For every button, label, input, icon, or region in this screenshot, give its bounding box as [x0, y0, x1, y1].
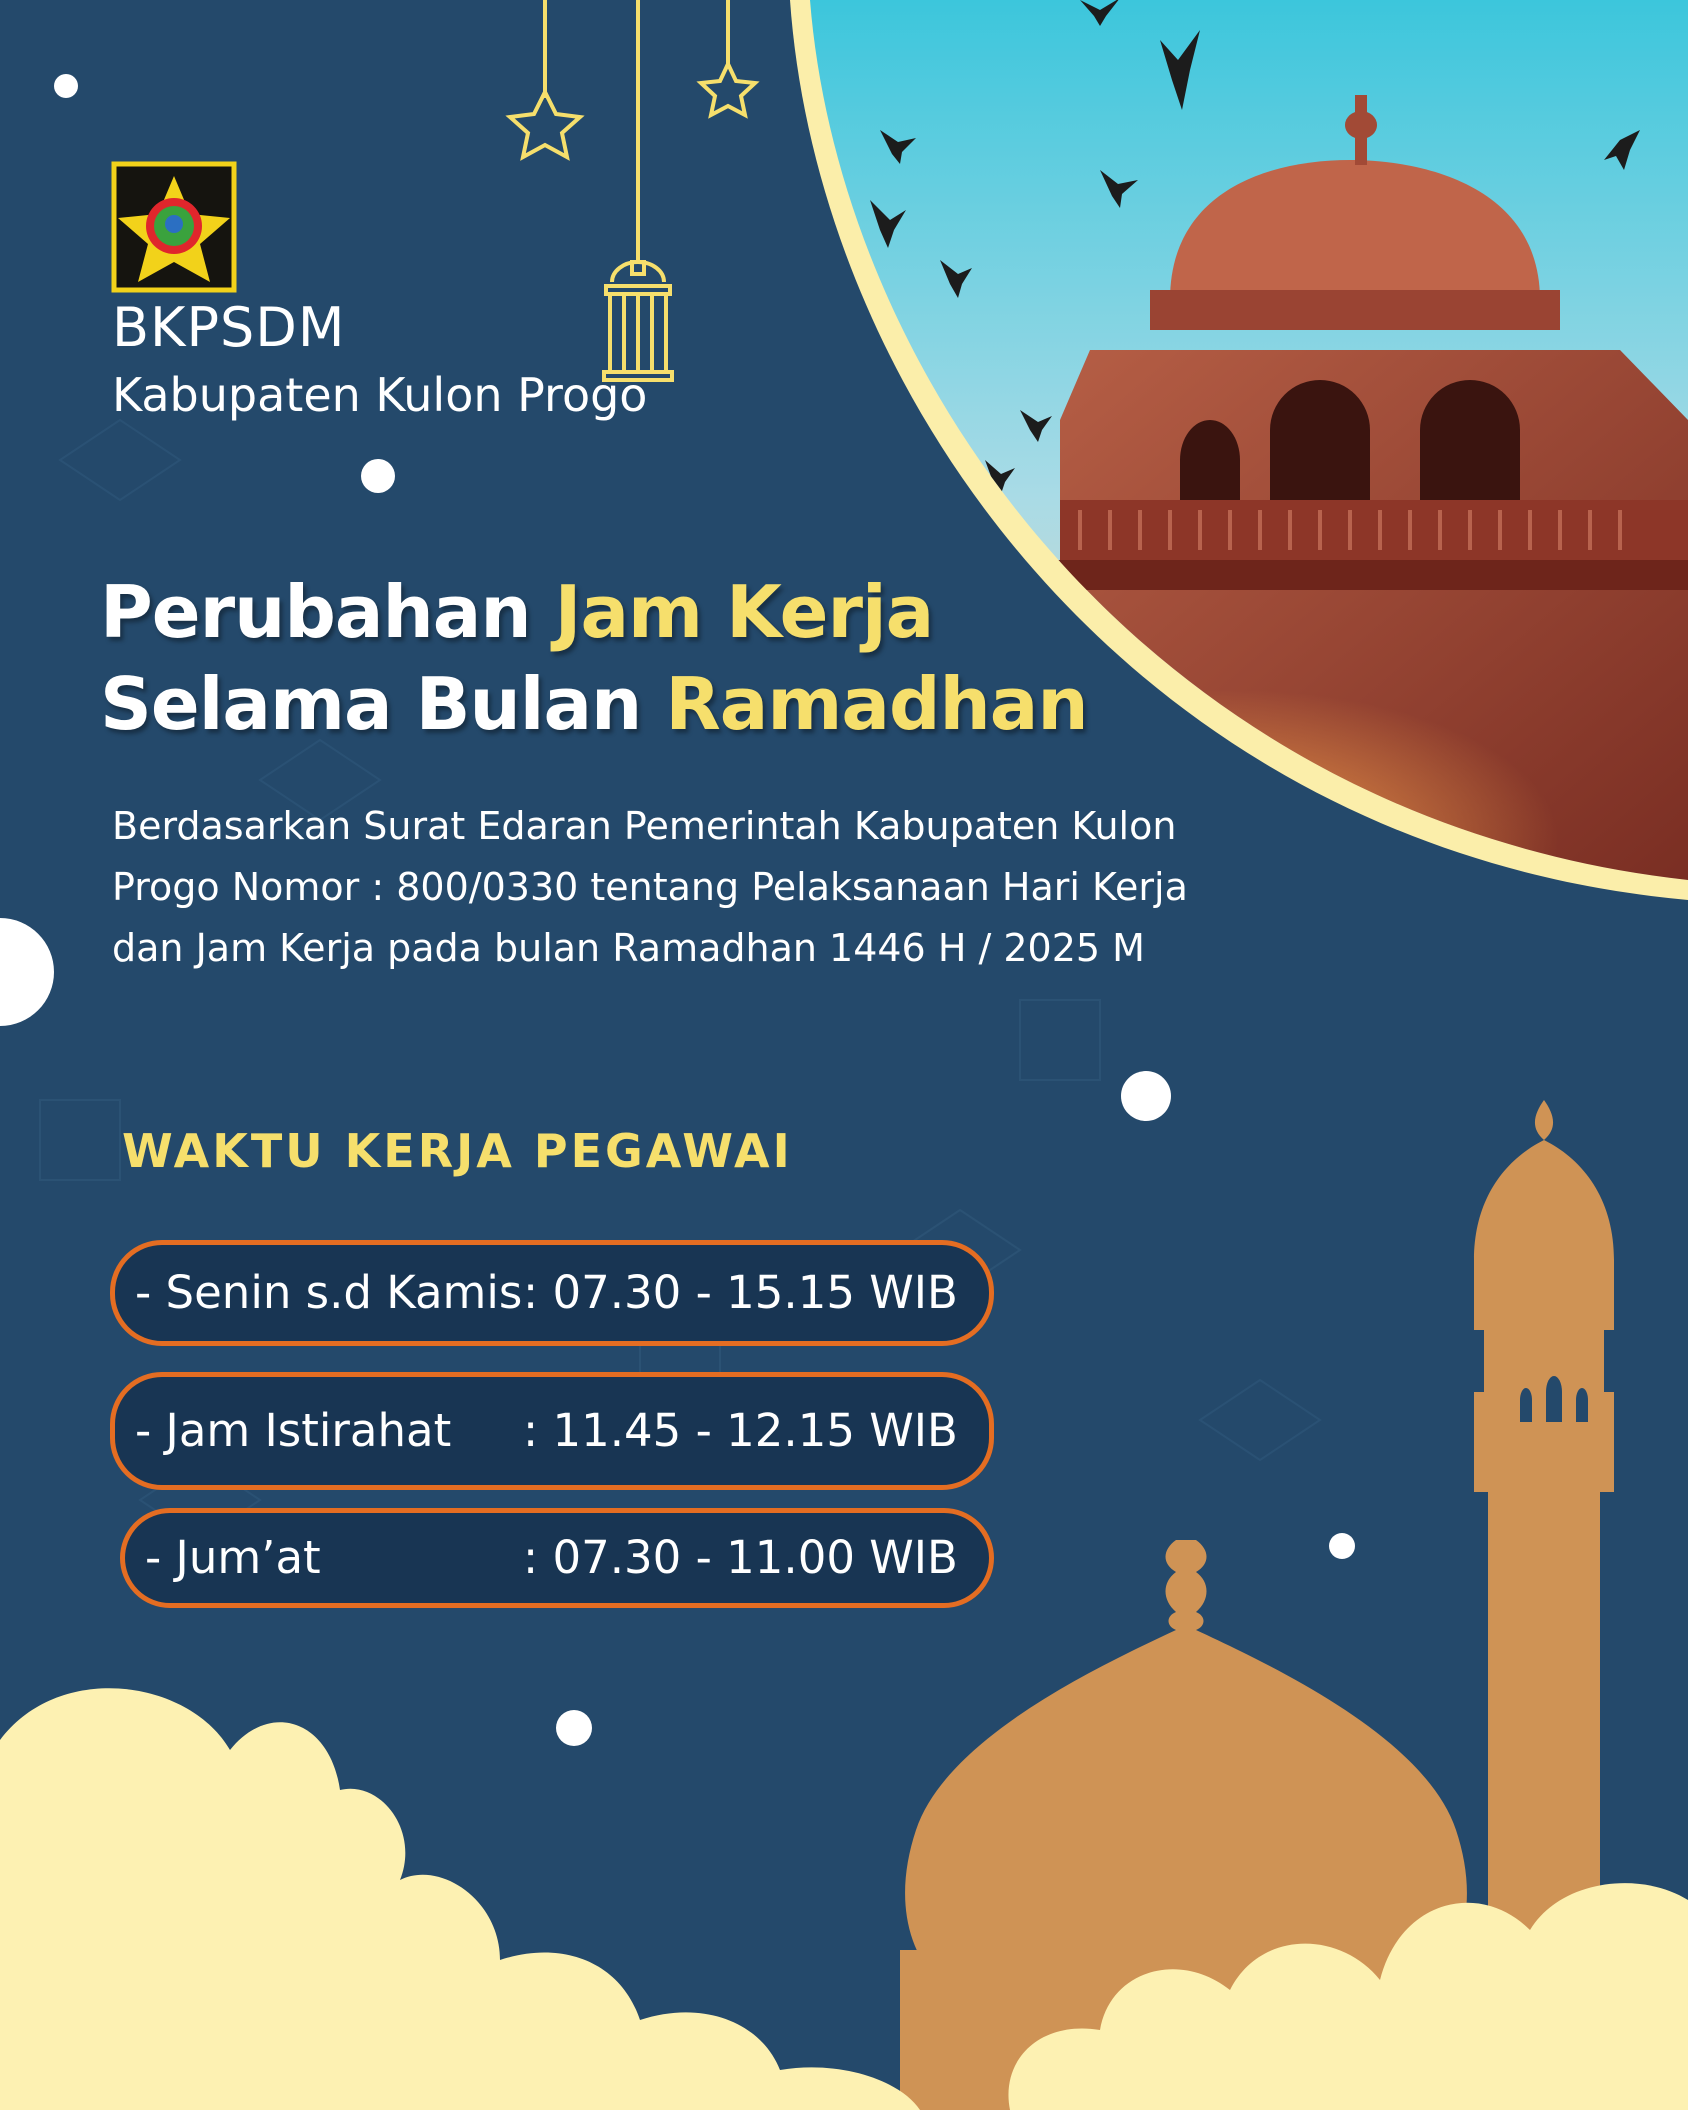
title-line-2-white: Selama Bulan	[100, 662, 666, 746]
org-subtitle: Kabupaten Kulon Progo	[112, 368, 648, 422]
bkpsdm-logo	[114, 164, 234, 290]
title-line-1-highlight: Jam Kerja	[554, 570, 934, 654]
schedule-row-monday-thursday	[110, 1240, 994, 1346]
title-line-2-highlight: Ramadhan	[665, 662, 1088, 746]
schedule-label: - Senin s.d Kamis	[135, 1266, 523, 1319]
schedule-label: - Jam Istirahat	[135, 1404, 452, 1457]
mosque-dome-photo	[800, 0, 1688, 900]
lantern-icon	[604, 262, 672, 380]
hanging-decor	[510, 0, 755, 380]
schedule-row-friday	[120, 1508, 994, 1608]
schedule-time: : 07.30 - 15.15 WIB	[523, 1266, 958, 1319]
star-icon	[701, 64, 755, 115]
schedule-time: : 07.30 - 11.00 WIB	[523, 1531, 958, 1584]
page-title	[100, 566, 1088, 750]
title-line-2	[100, 658, 1088, 750]
org-name: BKPSDM	[112, 296, 346, 359]
title-line-1	[100, 566, 1088, 658]
schedule-heading: WAKTU KERJA PEGAWAI	[122, 1124, 793, 1178]
title-line-1-white: Perubahan	[100, 570, 555, 654]
schedule-row-break	[110, 1372, 994, 1490]
schedule-time: : 11.45 - 12.15 WIB	[523, 1404, 958, 1457]
intro-paragraph: Berdasarkan Surat Edaran Pemerintah Kabupaten Kulon Progo Nomor : 800/0330 tentang Pelaksanaan Hari Kerja dan Jam Kerja pada bulan Ramadhan 1446 H / 2025 M	[112, 804, 1188, 970]
schedule-label: - Jum’at	[145, 1531, 321, 1584]
star-icon	[510, 92, 580, 157]
